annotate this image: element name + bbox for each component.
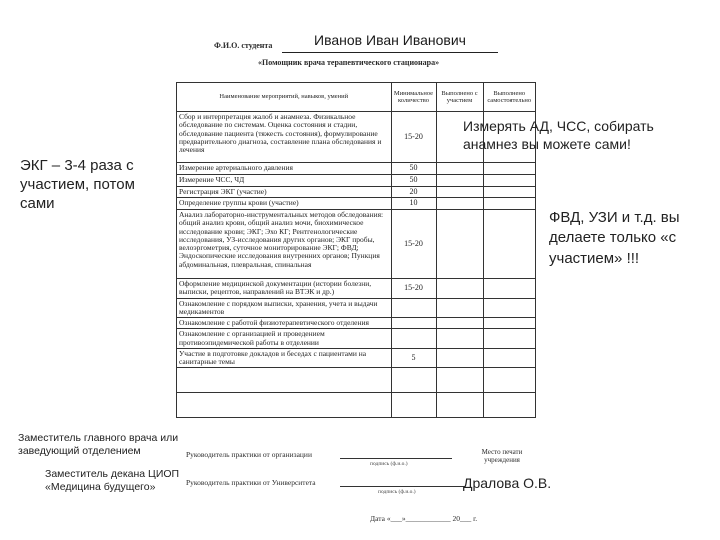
- row-text: Ознакомление с организацией и проведением противоэпидемической работы в отделении: [177, 329, 392, 349]
- uni-signature-sub: подпись (ф.и.о.): [378, 489, 416, 495]
- row-min: 15-20: [391, 112, 436, 163]
- row-text: Регистрация ЭКГ (участие): [177, 186, 392, 198]
- row-cell-independent: [483, 198, 536, 210]
- row-text: Ознакомление с работой физиотерапевтического отделения: [177, 318, 392, 329]
- row-text: Ознакомление с порядком выписки, хранения, учета и выдачи медикаментов: [177, 298, 392, 318]
- row-cell-independent: [483, 318, 536, 329]
- row-cell-participation: [436, 198, 483, 210]
- row-min: 10: [391, 198, 436, 210]
- row-cell-independent: [483, 210, 536, 279]
- empty-cell: [436, 393, 483, 418]
- fio-label: Ф.И.О. студента: [214, 41, 273, 50]
- table-header-row: [177, 83, 536, 112]
- date-line: Дата «___»____________ 20___ г.: [370, 514, 478, 523]
- empty-cell: [177, 393, 392, 418]
- uni-signature-line: [340, 486, 465, 487]
- row-text: Измерение артериального давления: [177, 163, 392, 175]
- row-cell-independent: [483, 279, 536, 299]
- org-signature-line: [340, 458, 452, 459]
- table-row: [177, 174, 536, 186]
- row-text: Участие в подготовке докладов и беседах с пациентами на санитарные темы: [177, 348, 392, 368]
- student-name-field: [282, 32, 498, 53]
- table-row-empty: [177, 368, 536, 393]
- col-header-skills: Наименование мероприятий, навыков, умений: [177, 83, 392, 112]
- row-cell-participation: [436, 279, 483, 299]
- empty-cell: [483, 393, 536, 418]
- table-row: [177, 198, 536, 210]
- row-min: [391, 298, 436, 318]
- row-min: [391, 318, 436, 329]
- empty-cell: [391, 368, 436, 393]
- row-cell-participation: [436, 163, 483, 175]
- deputy-chief-label: Заместитель главного врача или заведующий отделением: [18, 432, 179, 458]
- table-row: [177, 210, 536, 279]
- row-min: 15-20: [391, 279, 436, 299]
- table-row: [177, 279, 536, 299]
- row-text: Анализ лабораторно-инструментальных методов обследования: общий анализ крови, общий анализ мочи, биохимическое исследование крови; ЭКГ; Эхо КГ; Рентгенологические исследования, УЗ-исследования других органов; ЭКГ пробы, велоэргометрия, суточное мониторирование ЭКГ; ФВД; Эндоскопические исследования внутренних органов; Пункция абдоминальная, плевральная, спинальная: [177, 210, 392, 279]
- org-leader-label: Руководитель практики от организации: [186, 450, 312, 459]
- row-cell-participation: [436, 329, 483, 349]
- row-min: [391, 329, 436, 349]
- row-cell-independent: [483, 348, 536, 368]
- table-row: [177, 163, 536, 175]
- empty-cell: [177, 368, 392, 393]
- row-cell-participation: [436, 348, 483, 368]
- col-header-with-participation: Выполнено с участием: [436, 83, 483, 112]
- row-cell-independent: [483, 186, 536, 198]
- row-cell-independent: [483, 163, 536, 175]
- practice-title: «Помощник врача терапевтического стационара»: [258, 58, 440, 67]
- empty-cell: [436, 368, 483, 393]
- row-text: Измерение ЧСС, ЧД: [177, 174, 392, 186]
- table-row: [177, 318, 536, 329]
- student-name: Иванов Иван Иванович: [314, 32, 466, 48]
- table-row: [177, 186, 536, 198]
- row-text: Определение группы крови (участие): [177, 198, 392, 210]
- org-signature-sub: подпись (ф.и.о.): [370, 461, 408, 467]
- row-cell-participation: [436, 298, 483, 318]
- row-cell-independent: [483, 329, 536, 349]
- table-row-empty: [177, 393, 536, 418]
- row-cell-independent: [483, 174, 536, 186]
- ecg-note: ЭКГ – 3-4 раза с участием, потом сами: [20, 157, 135, 212]
- row-min: 50: [391, 174, 436, 186]
- col-header-min: Минимальное количество: [391, 83, 436, 112]
- row-cell-participation: [436, 318, 483, 329]
- signature-name: Дралова О.В.: [463, 475, 552, 491]
- vitals-note: Измерять АД, ЧСС, собирать анамнез вы можете сами!: [463, 118, 654, 152]
- row-cell-participation: [436, 186, 483, 198]
- row-min: 50: [391, 163, 436, 175]
- deputy-dean-label: Заместитель декана ЦИОП «Медицина будущего»: [45, 468, 180, 494]
- table-row: [177, 329, 536, 349]
- col-header-independent: Выполнено самостоятельно: [483, 83, 536, 112]
- row-text: Оформление медицинской документации (истории болезни, выписки, рецептов, направлений на ВТЭК и др.): [177, 279, 392, 299]
- stamp-label: Место печати учреждения: [481, 448, 523, 464]
- row-min: 15-20: [391, 210, 436, 279]
- empty-cell: [483, 368, 536, 393]
- row-cell-independent: [483, 298, 536, 318]
- row-min: 5: [391, 348, 436, 368]
- row-text: Сбор и интерпретация жалоб и анамнеза. Физикальное обследование по системам. Оценка состояния и стадии, обследование пациента (тяжесть состояния), формулирование предварительного диагноза, составление плана обследования и лечения: [177, 112, 392, 163]
- empty-cell: [391, 393, 436, 418]
- uni-leader-label: Руководитель практики от Университета: [186, 478, 316, 487]
- table-row: [177, 298, 536, 318]
- row-min: 20: [391, 186, 436, 198]
- row-cell-participation: [436, 174, 483, 186]
- fvd-note: ФВД, УЗИ и т.д. вы делаете только «с участием» !!!: [549, 209, 680, 267]
- row-cell-participation: [436, 210, 483, 279]
- table-row: [177, 348, 536, 368]
